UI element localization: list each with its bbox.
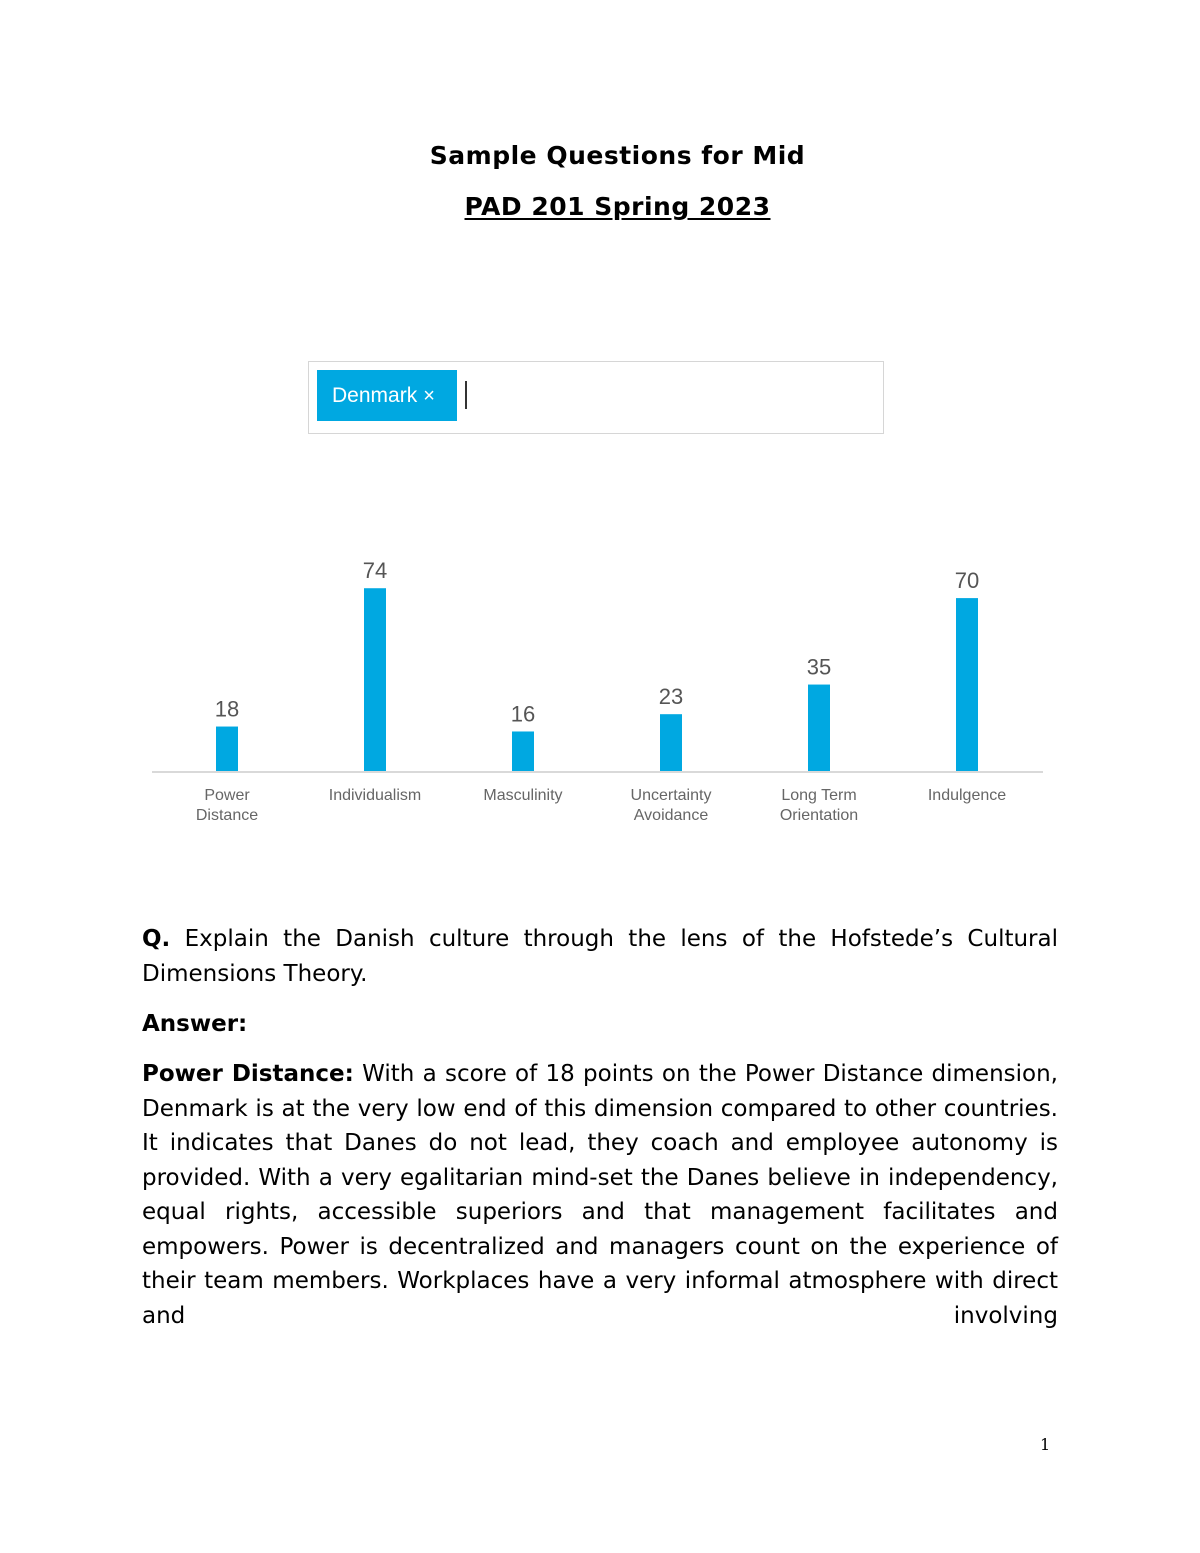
data-label: 70 (954, 568, 980, 594)
bar (660, 714, 682, 771)
tick-label: Indulgence (927, 787, 1007, 804)
power-distance-paragraph (142, 1057, 1058, 1333)
country-filter-box[interactable] (308, 361, 884, 434)
bar (956, 598, 978, 771)
question-text: Explain the Danish culture through the lens of the Hofstede’s Cultural Dimensions Theory. (142, 926, 1058, 987)
bar (808, 685, 830, 771)
close-icon[interactable]: × (423, 385, 435, 407)
tick-label: Individualism (328, 787, 422, 804)
text-cursor (465, 381, 467, 409)
page-number: 1 (1040, 1435, 1051, 1454)
hofstede-bar-chart (0, 540, 1200, 840)
answer-label: Answer: (142, 1011, 248, 1037)
country-tag-label: Denmark (332, 384, 418, 407)
tick-label: Avoidance (633, 807, 709, 824)
tick-label: Long Term (781, 787, 857, 804)
data-label: 18 (214, 696, 240, 722)
power-distance-heading: Power Distance: (142, 1061, 354, 1087)
bar (216, 727, 238, 771)
power-distance-text: With a score of 18 points on the Power Distance dimension, Denmark is at the very low end of this dimension compared to other countries. It indicates that Danes do not lead, they coach and employee autonomy is provided. With a very egalitarian mind-set the Danes believe in independency, equal rights, accessible superiors and that management facilitates and empowers. Power is decentralized and managers count on the experience of their team members. Workplaces have a very informal atmosphere with direct and involving (142, 1061, 1058, 1329)
tick-label: Orientation (779, 807, 859, 824)
tick-label: Power (204, 787, 250, 804)
tick-label: Distance (195, 807, 259, 824)
question-paragraph (142, 922, 1058, 991)
data-label: 35 (806, 654, 832, 680)
country-tag (317, 370, 457, 421)
question-prefix: Q. (142, 926, 171, 952)
document-title: Sample Questions for Mid (429, 141, 806, 170)
bar (512, 731, 534, 771)
data-label: 16 (510, 701, 536, 727)
document-subtitle: PAD 201 Spring 2023 (464, 192, 771, 221)
tick-label: Uncertainty (630, 787, 712, 804)
data-label: 74 (362, 558, 388, 584)
bar (364, 588, 386, 771)
data-label: 23 (658, 684, 684, 710)
tick-label: Masculinity (483, 787, 563, 804)
